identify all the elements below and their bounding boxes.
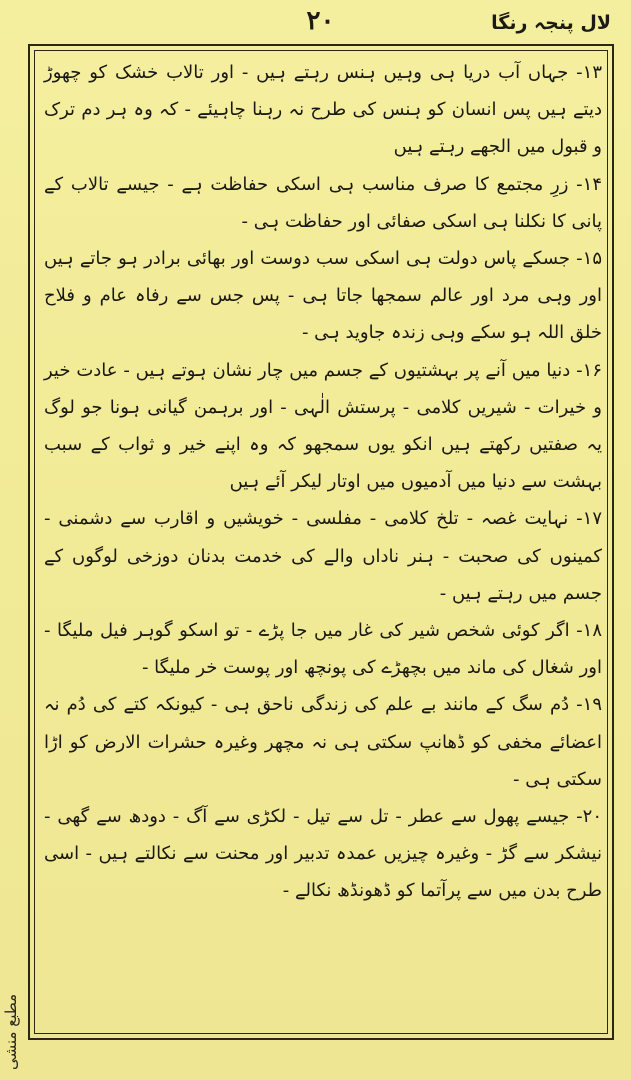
entries-list <box>44 54 602 910</box>
page-header <box>30 6 611 40</box>
entry-13: ۱۳- جہاں آب دریا ہی وہیں ہنس رہتے ہیں - اور تالاب خشک کو چھوڑ دیتے ہیں پس انسان کو ہنس کی طرح نہ رہنا چاہیئے - کہ وہ ہر دم ترک و قبول میں الجھے رہتے ہیں <box>44 62 602 158</box>
entry-17: ۱۷- نہایت غصہ - تلخ کلامی - مفلسی - خویشیں و اقارب سے دشمنی - کمینوں کی صحبت - ہنر ناداں والے کی خدمت بدنان دوزخی لوگوں کے جسم میں رہتے ہیں - <box>44 508 602 604</box>
margin-handwriting: مطبع منشی <box>2 993 20 1070</box>
entry-14: ۱۴- زرِ مجتمع کا صرف مناسب ہی اسکی حفاظت ہے - جیسے تالاب کے پانی کا نکلنا ہی اسکی صفائی اور حفاظت ہی - <box>44 173 602 232</box>
running-title: لال پنجہ رنگا <box>491 12 611 34</box>
entry-15: ۱۵- جسکے پاس دولت ہی اسکی سب دوست اور بھائی برادر ہو جاتے ہیں اور وہی مرد اور عالم سمجھا جاتا ہی - پس جس سے رفاہ عام و فلاح خلق اللہ ہو سکے وہی زندہ جاوید ہی - <box>44 248 602 344</box>
entry-20: ۲۰- جیسے پھول سے عطر - تل سے تیل - لکڑی سے آگ - دودھ سے گھی - نیشکر سے گڑ - وغیرہ چیزیں عمدہ تدبیر اور محنت سے نکالتے ہیں - اسی طرح بدن میں سے پرآتما کو ڈھونڈھ نکالے - <box>44 806 602 902</box>
entry-18: ۱۸- اگر کوئی شخص شیر کی غار میں جا پڑے - تو اسکو گوہر فیل ملیگا - اور شغال کی ماند میں بچھڑے کی پونچھ اور پوست خر ملیگا - <box>44 620 602 679</box>
entry-19: ۱۹- دُم سگ کے مانند بے علم کی زندگی ناحق ہی - کیونکہ کتے کی دُم نہ اعضائے مخفی کو ڈھانپ سکتی ہی نہ مچھر وغیرہ حشرات الارض کو اڑا سکتی ہی - <box>44 694 602 790</box>
page-number: ۲۰ <box>306 6 335 36</box>
entry-16: ۱۶- دنیا میں آنے پر بہشتیوں کے جسم میں چار نشان ہوتے ہیں - عادت خیر و خیرات - شیریں کلامی - پرستش الٰہی - اور برہمن گیانی ہونا جو لوگ یہ صفتیں رکھتے ہیں انکو یوں سمجھو کہ وہ اپنے خیر و ثواب کے سبب بہشت سے دنیا میں آدمیوں میں اوتار لیکر آئے ہیں <box>44 359 602 493</box>
text-frame <box>28 44 614 1040</box>
